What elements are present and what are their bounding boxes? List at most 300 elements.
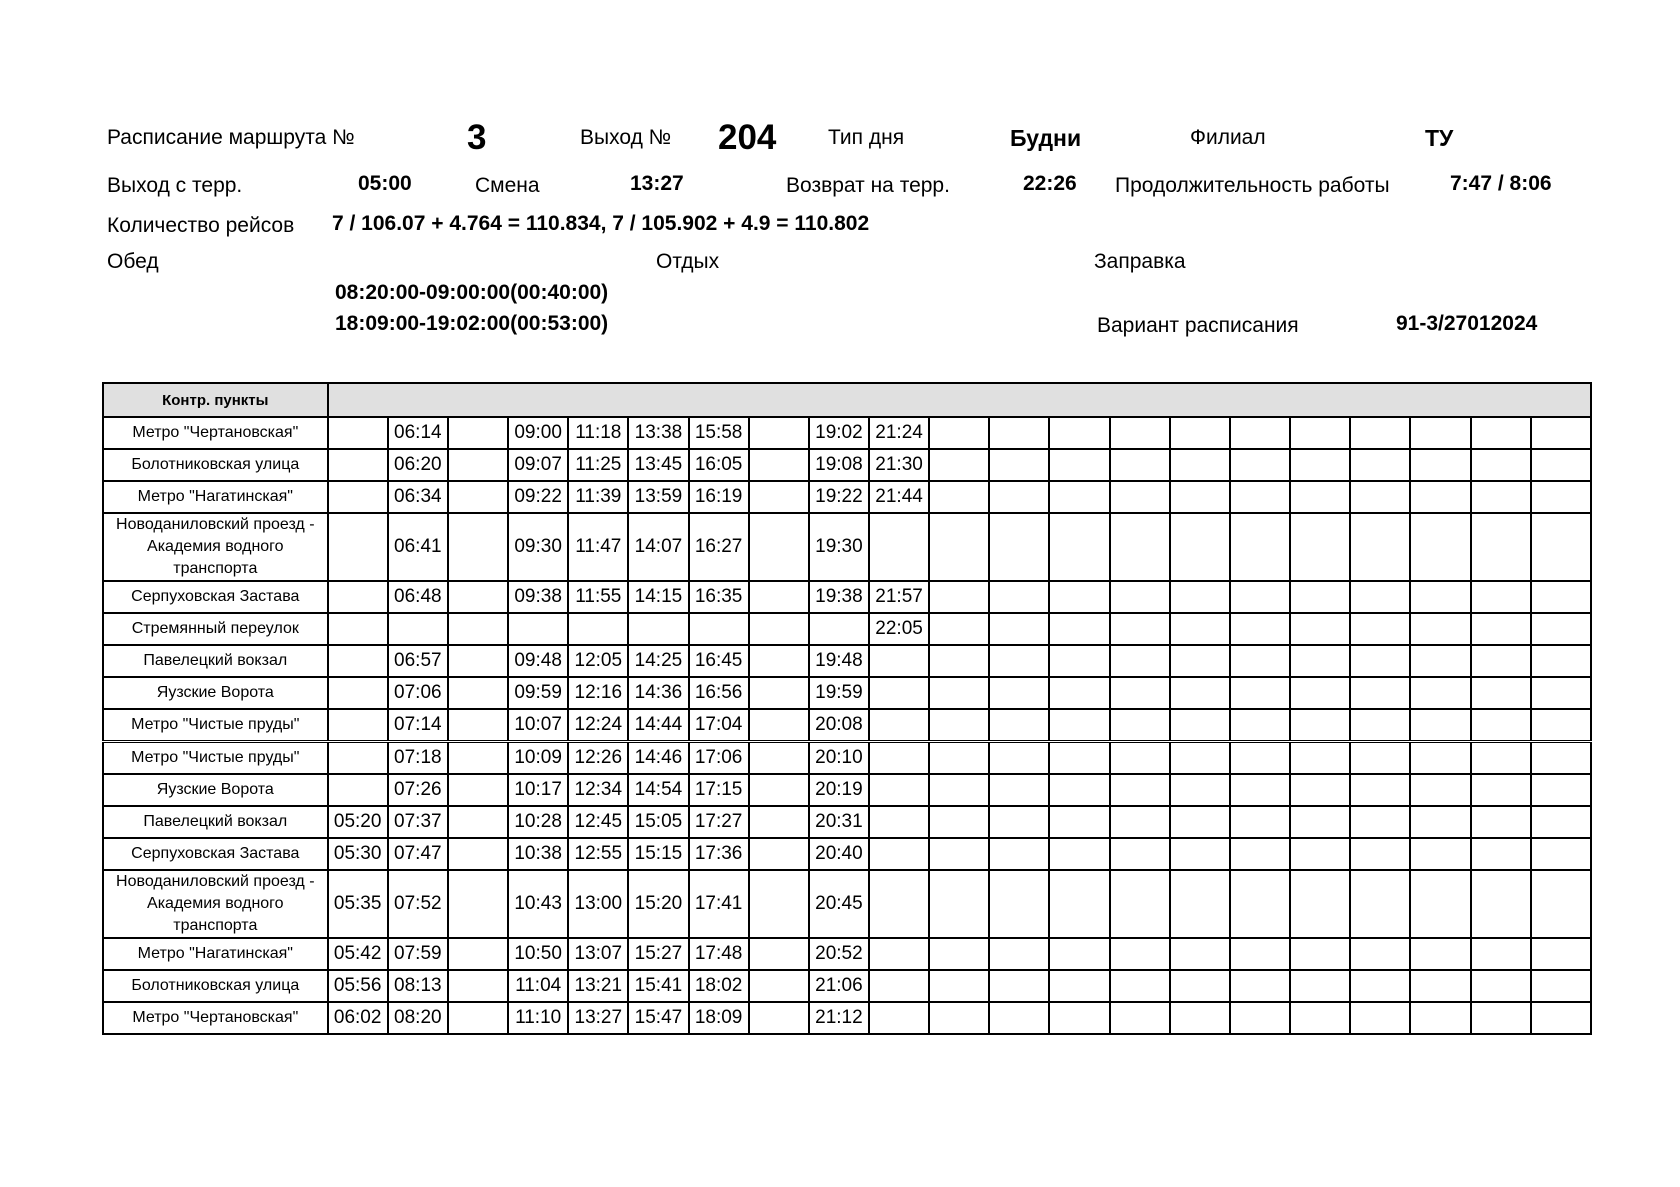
time-cell (628, 613, 688, 645)
time-cell (1049, 645, 1109, 677)
time-cell: 13:45 (628, 449, 688, 481)
time-cell (1350, 742, 1410, 775)
time-cell (1170, 870, 1230, 938)
time-cell (1471, 806, 1531, 838)
time-cell (1471, 581, 1531, 613)
time-cell (1531, 742, 1591, 775)
time-cell (328, 774, 388, 806)
time-cell (989, 806, 1049, 838)
time-cell (328, 417, 388, 449)
time-cell (749, 806, 809, 838)
stop-name: Яузские Ворота (103, 774, 328, 806)
time-cell (1471, 970, 1531, 1002)
time-cell (1410, 645, 1470, 677)
time-cell (1049, 613, 1109, 645)
time-cell: 09:59 (508, 677, 568, 709)
time-cell (448, 742, 508, 775)
time-cell (1531, 613, 1591, 645)
table-row (103, 774, 1591, 806)
time-cell: 20:45 (809, 870, 869, 938)
time-cell: 10:09 (508, 742, 568, 775)
time-cell (1049, 1002, 1109, 1034)
time-cell (448, 709, 508, 742)
time-cell: 06:41 (388, 513, 448, 581)
time-cell (1290, 417, 1350, 449)
time-cell (1531, 870, 1591, 938)
time-cell (1230, 742, 1290, 775)
time-cell (1290, 838, 1350, 870)
branch-value: ТУ (1425, 125, 1454, 151)
time-cell (869, 645, 929, 677)
time-cell (749, 870, 809, 938)
time-cell (1170, 774, 1230, 806)
trips-value: 7 / 106.07 + 4.764 = 110.834, 7 / 105.902 + 4.9 = 110.802 (332, 212, 870, 235)
time-cell (1170, 581, 1230, 613)
time-cell (989, 838, 1049, 870)
time-cell (1410, 677, 1470, 709)
time-cell: 19:59 (809, 677, 869, 709)
time-cell (929, 838, 989, 870)
time-cell: 07:37 (388, 806, 448, 838)
time-cell (448, 449, 508, 481)
stop-name: Новоданиловский проезд - Академия водного транспорта (103, 870, 328, 938)
time-cell (1230, 838, 1290, 870)
time-cell (1471, 774, 1531, 806)
time-cell: 13:38 (628, 417, 688, 449)
time-cell (1049, 677, 1109, 709)
time-cell (989, 1002, 1049, 1034)
time-cell (989, 709, 1049, 742)
time-cell (1230, 645, 1290, 677)
time-cell (749, 970, 809, 1002)
time-cell (1290, 449, 1350, 481)
time-cell (1350, 806, 1410, 838)
time-cell (869, 870, 929, 938)
stop-name: Стремянный переулок (103, 613, 328, 645)
time-cell: 13:27 (568, 1002, 628, 1034)
time-cell (1170, 677, 1230, 709)
time-cell (1410, 838, 1470, 870)
depart-label: Выход с терр. (107, 174, 243, 197)
time-cell: 17:06 (689, 742, 749, 775)
return-label: Возврат на терр. (786, 174, 950, 197)
time-cell: 21:06 (809, 970, 869, 1002)
stop-name: Болотниковская улица (103, 449, 328, 481)
time-cell: 05:42 (328, 938, 388, 970)
time-cell (1049, 774, 1109, 806)
time-cell: 11:47 (568, 513, 628, 581)
time-cell (1531, 417, 1591, 449)
time-cell: 15:47 (628, 1002, 688, 1034)
table-row (103, 481, 1591, 513)
time-cell: 17:27 (689, 806, 749, 838)
time-cell (1110, 417, 1170, 449)
time-cell: 13:21 (568, 970, 628, 1002)
time-cell: 14:46 (628, 742, 688, 775)
time-cell (328, 709, 388, 742)
time-cell (328, 742, 388, 775)
stop-name: Павелецкий вокзал (103, 645, 328, 677)
time-cell: 05:20 (328, 806, 388, 838)
stop-name: Метро "Чертановская" (103, 417, 328, 449)
time-cell (1350, 677, 1410, 709)
time-cell (929, 449, 989, 481)
time-cell: 11:10 (508, 1002, 568, 1034)
time-cell: 17:36 (689, 838, 749, 870)
route-number: 3 (467, 118, 487, 157)
time-cell: 20:40 (809, 838, 869, 870)
time-cell (869, 806, 929, 838)
time-cell: 16:19 (689, 481, 749, 513)
schedule-table (102, 382, 1592, 1035)
time-cell (1110, 806, 1170, 838)
time-cell (989, 513, 1049, 581)
time-cell: 10:28 (508, 806, 568, 838)
time-cell (1410, 938, 1470, 970)
time-cell (328, 645, 388, 677)
time-cell (869, 938, 929, 970)
time-cell (809, 613, 869, 645)
time-cell (929, 742, 989, 775)
time-cell (388, 613, 448, 645)
time-cell (1531, 838, 1591, 870)
time-cell (1110, 970, 1170, 1002)
time-cell (929, 581, 989, 613)
time-cell (1350, 417, 1410, 449)
time-cell: 15:05 (628, 806, 688, 838)
time-cell (1110, 513, 1170, 581)
lunch-interval-2: 18:09:00-19:02:00(00:53:00) (335, 312, 609, 335)
time-cell (1110, 581, 1170, 613)
time-cell (1531, 1002, 1591, 1034)
time-cell (989, 417, 1049, 449)
time-cell (1531, 970, 1591, 1002)
time-cell: 19:08 (809, 449, 869, 481)
time-cell: 06:14 (388, 417, 448, 449)
stop-name: Серпуховская Застава (103, 838, 328, 870)
time-cell (1410, 1002, 1470, 1034)
times-header (328, 383, 1591, 417)
time-cell: 13:59 (628, 481, 688, 513)
time-cell: 07:14 (388, 709, 448, 742)
time-cell: 12:45 (568, 806, 628, 838)
time-cell (929, 938, 989, 970)
time-cell (1110, 613, 1170, 645)
time-cell (1230, 870, 1290, 938)
time-cell: 14:07 (628, 513, 688, 581)
time-cell (448, 581, 508, 613)
time-cell (448, 1002, 508, 1034)
exit-label: Выход № (580, 126, 672, 149)
branch-label: Филиал (1190, 126, 1266, 149)
time-cell (1170, 613, 1230, 645)
time-cell (1170, 645, 1230, 677)
time-cell (749, 742, 809, 775)
lunch-label: Обед (107, 250, 159, 273)
time-cell: 10:50 (508, 938, 568, 970)
time-cell (1049, 581, 1109, 613)
time-cell (1471, 613, 1531, 645)
stop-name: Метро "Чертановская" (103, 1002, 328, 1034)
time-cell (448, 870, 508, 938)
time-cell: 11:25 (568, 449, 628, 481)
time-cell: 19:30 (809, 513, 869, 581)
table-row (103, 709, 1591, 742)
time-cell: 21:30 (869, 449, 929, 481)
time-cell (989, 645, 1049, 677)
time-cell (1531, 481, 1591, 513)
time-cell (1110, 709, 1170, 742)
time-cell (929, 677, 989, 709)
time-cell: 05:56 (328, 970, 388, 1002)
time-cell: 08:20 (388, 1002, 448, 1034)
time-cell (1049, 838, 1109, 870)
time-cell: 17:41 (689, 870, 749, 938)
time-cell (989, 677, 1049, 709)
time-cell (1290, 613, 1350, 645)
time-cell (1410, 870, 1470, 938)
time-cell (1110, 742, 1170, 775)
time-cell (328, 613, 388, 645)
time-cell (1110, 870, 1170, 938)
time-cell (929, 970, 989, 1002)
time-cell (1350, 938, 1410, 970)
time-cell: 17:04 (689, 709, 749, 742)
time-cell (989, 449, 1049, 481)
time-cell: 07:18 (388, 742, 448, 775)
time-cell: 21:44 (869, 481, 929, 513)
time-cell (689, 613, 749, 645)
time-cell (1230, 774, 1290, 806)
time-cell (1110, 645, 1170, 677)
time-cell: 11:39 (568, 481, 628, 513)
time-cell (1170, 938, 1230, 970)
time-cell (929, 417, 989, 449)
time-cell: 16:56 (689, 677, 749, 709)
time-cell (1110, 1002, 1170, 1034)
stop-name: Метро "Нагатинская" (103, 938, 328, 970)
exit-number: 204 (718, 118, 777, 157)
time-cell: 12:24 (568, 709, 628, 742)
stop-name: Метро "Чистые пруды" (103, 709, 328, 742)
time-cell: 12:55 (568, 838, 628, 870)
time-cell (1230, 449, 1290, 481)
time-cell: 15:20 (628, 870, 688, 938)
table-row (103, 838, 1591, 870)
table-row (103, 417, 1591, 449)
time-cell (448, 938, 508, 970)
time-cell (1410, 449, 1470, 481)
time-cell (1290, 806, 1350, 838)
time-cell (929, 1002, 989, 1034)
rest-label: Отдых (656, 250, 720, 273)
time-cell: 19:38 (809, 581, 869, 613)
time-cell (749, 417, 809, 449)
time-cell (1350, 581, 1410, 613)
time-cell (328, 513, 388, 581)
time-cell (1290, 709, 1350, 742)
table-row (103, 613, 1591, 645)
depart-value: 05:00 (358, 172, 412, 195)
time-cell (1531, 449, 1591, 481)
time-cell: 20:10 (809, 742, 869, 775)
time-cell: 09:07 (508, 449, 568, 481)
time-cell (1049, 806, 1109, 838)
table-row (103, 677, 1591, 709)
time-cell (749, 481, 809, 513)
time-cell (1230, 938, 1290, 970)
time-cell (1110, 481, 1170, 513)
time-cell (749, 613, 809, 645)
time-cell: 13:07 (568, 938, 628, 970)
time-cell (989, 938, 1049, 970)
table-row (103, 806, 1591, 838)
time-cell (1110, 449, 1170, 481)
time-cell (749, 1002, 809, 1034)
time-cell (1230, 806, 1290, 838)
time-cell (1290, 677, 1350, 709)
time-cell (1170, 513, 1230, 581)
table-row (103, 645, 1591, 677)
daytype-value: Будни (1010, 125, 1082, 151)
fuel-label: Заправка (1094, 250, 1186, 273)
lunch-interval-1: 08:20:00-09:00:00(00:40:00) (335, 281, 609, 304)
time-cell (328, 481, 388, 513)
time-cell (508, 613, 568, 645)
time-cell (448, 774, 508, 806)
time-cell (1170, 1002, 1230, 1034)
table-row (103, 449, 1591, 481)
time-cell (1049, 870, 1109, 938)
time-cell (1471, 481, 1531, 513)
time-cell: 12:34 (568, 774, 628, 806)
time-cell (989, 970, 1049, 1002)
time-cell (1049, 513, 1109, 581)
table-row (103, 870, 1591, 938)
time-cell: 15:41 (628, 970, 688, 1002)
time-cell (1110, 938, 1170, 970)
time-cell (1471, 870, 1531, 938)
time-cell (1170, 806, 1230, 838)
time-cell (1350, 513, 1410, 581)
time-cell (749, 774, 809, 806)
variant-label: Вариант расписания (1097, 314, 1299, 337)
duration-value: 7:47 / 8:06 (1450, 172, 1552, 195)
time-cell (989, 870, 1049, 938)
time-cell (448, 481, 508, 513)
stop-name: Павелецкий вокзал (103, 806, 328, 838)
time-cell (749, 938, 809, 970)
time-cell (929, 709, 989, 742)
time-cell (929, 513, 989, 581)
time-cell: 21:57 (869, 581, 929, 613)
time-cell (1170, 481, 1230, 513)
time-cell (1110, 774, 1170, 806)
time-cell (1531, 645, 1591, 677)
time-cell (1049, 970, 1109, 1002)
time-cell (1350, 1002, 1410, 1034)
table-row (103, 581, 1591, 613)
time-cell (749, 513, 809, 581)
time-cell (1290, 970, 1350, 1002)
time-cell: 07:47 (388, 838, 448, 870)
time-cell (869, 513, 929, 581)
time-cell: 21:12 (809, 1002, 869, 1034)
time-cell: 16:35 (689, 581, 749, 613)
time-cell (929, 774, 989, 806)
time-cell (929, 613, 989, 645)
time-cell: 12:26 (568, 742, 628, 775)
time-cell: 05:35 (328, 870, 388, 938)
time-cell (989, 613, 1049, 645)
time-cell (448, 417, 508, 449)
time-cell (1350, 774, 1410, 806)
time-cell: 12:05 (568, 645, 628, 677)
time-cell: 15:15 (628, 838, 688, 870)
time-cell: 09:00 (508, 417, 568, 449)
time-cell (1350, 838, 1410, 870)
time-cell (1471, 709, 1531, 742)
time-cell: 16:05 (689, 449, 749, 481)
time-cell (1170, 970, 1230, 1002)
time-cell: 06:34 (388, 481, 448, 513)
time-cell: 19:48 (809, 645, 869, 677)
time-cell (1471, 742, 1531, 775)
time-cell: 20:52 (809, 938, 869, 970)
time-cell (1290, 870, 1350, 938)
time-cell (1290, 774, 1350, 806)
time-cell (448, 970, 508, 1002)
time-cell (749, 677, 809, 709)
time-cell (1410, 513, 1470, 581)
stop-name: Метро "Нагатинская" (103, 481, 328, 513)
time-cell (1049, 938, 1109, 970)
time-cell: 18:09 (689, 1002, 749, 1034)
time-cell (929, 481, 989, 513)
time-cell (989, 481, 1049, 513)
time-cell (328, 581, 388, 613)
time-cell: 16:45 (689, 645, 749, 677)
time-cell: 06:48 (388, 581, 448, 613)
time-cell (1350, 449, 1410, 481)
time-cell (1471, 1002, 1531, 1034)
daytype-label: Тип дня (828, 126, 905, 149)
time-cell (1471, 417, 1531, 449)
time-cell (1410, 709, 1470, 742)
time-cell (1410, 970, 1470, 1002)
time-cell: 09:38 (508, 581, 568, 613)
time-cell: 09:30 (508, 513, 568, 581)
time-cell (1531, 709, 1591, 742)
time-cell (1531, 677, 1591, 709)
stop-name: Новоданиловский проезд - Академия водного транспорта (103, 513, 328, 581)
time-cell: 15:58 (689, 417, 749, 449)
time-cell: 14:15 (628, 581, 688, 613)
time-cell (869, 742, 929, 775)
time-cell: 19:02 (809, 417, 869, 449)
table-row (103, 742, 1591, 775)
time-cell: 20:31 (809, 806, 869, 838)
time-cell (1471, 838, 1531, 870)
time-cell (1049, 481, 1109, 513)
time-cell (1170, 417, 1230, 449)
time-cell (869, 970, 929, 1002)
time-cell (989, 742, 1049, 775)
time-cell: 07:59 (388, 938, 448, 970)
time-cell (1410, 581, 1470, 613)
time-cell (869, 1002, 929, 1034)
time-cell: 11:04 (508, 970, 568, 1002)
